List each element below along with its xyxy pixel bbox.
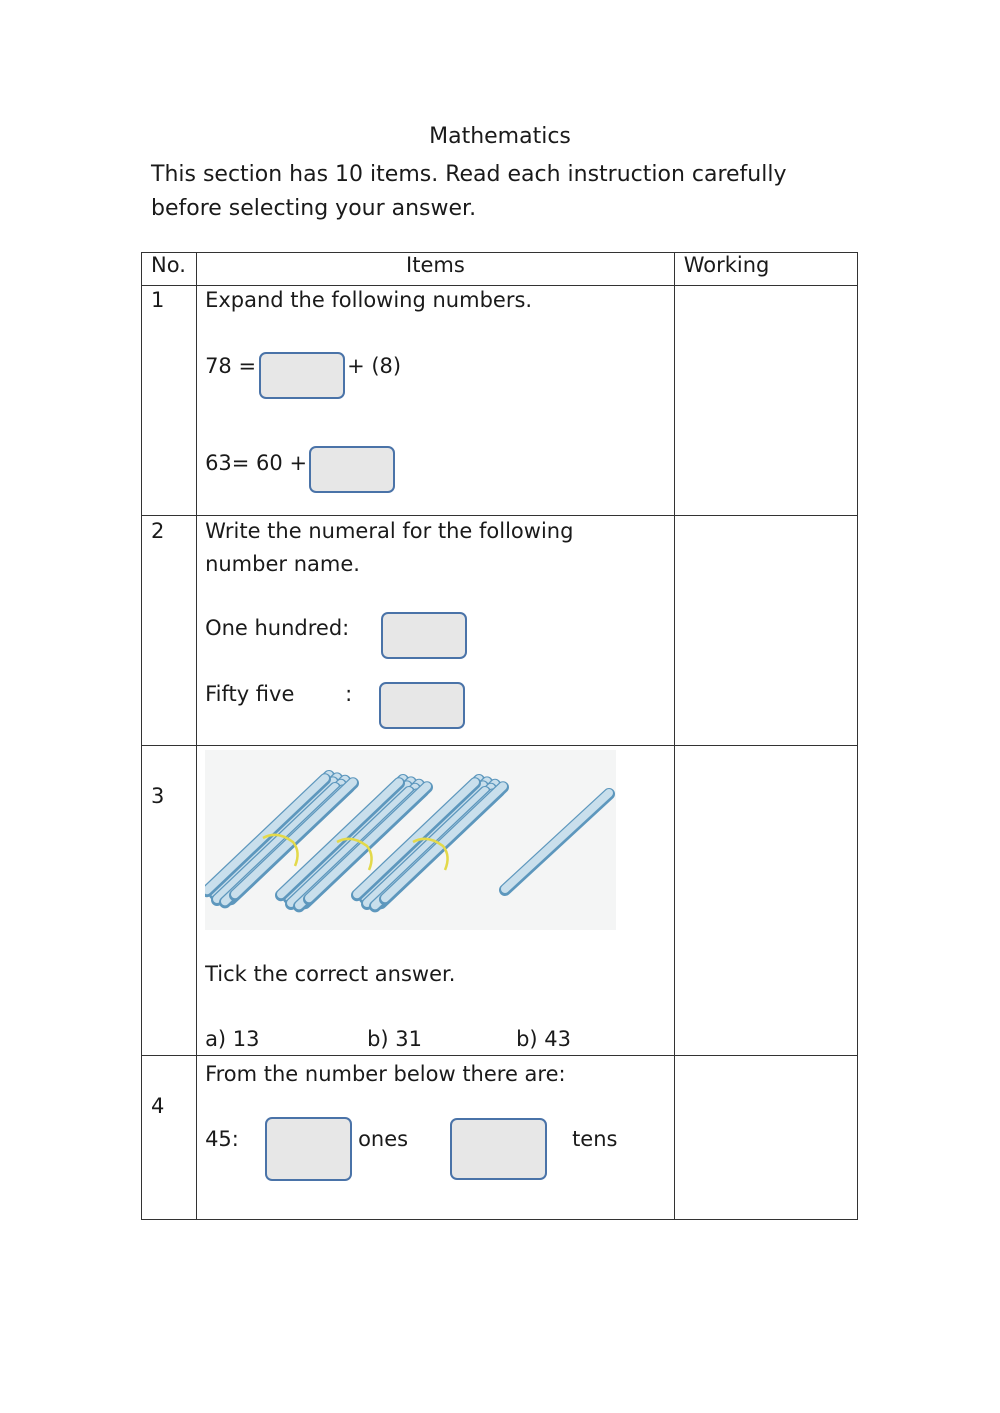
answer-box-one-hundred[interactable] <box>381 612 467 659</box>
row-number-cell <box>142 286 197 516</box>
answer-box-tens[interactable] <box>259 352 345 399</box>
question-prompt: Tick the correct answer. <box>205 962 456 986</box>
question-prompt: Write the numeral for the following <box>205 519 574 543</box>
answer-option-c[interactable]: b) 43 <box>516 1027 571 1051</box>
equation-right: + (8) <box>347 354 402 378</box>
answer-box-ones[interactable] <box>309 446 395 493</box>
table-row <box>142 746 858 1056</box>
answer-option-a[interactable]: a) 13 <box>205 1027 260 1051</box>
column-header-working: Working <box>674 253 857 286</box>
row-number-cell <box>142 746 197 1056</box>
item-cell <box>197 286 675 516</box>
number-name-label: One hundred: <box>205 616 350 640</box>
equation-left: 63= 60 + <box>205 451 308 475</box>
ones-label: ones <box>358 1127 409 1151</box>
question-prompt: Expand the following numbers. <box>205 288 533 312</box>
column-header-no: No. <box>142 253 197 286</box>
row-number-cell <box>142 1056 197 1220</box>
question-prompt: number name. <box>205 552 360 576</box>
bundles-of-sticks-image <box>205 750 616 930</box>
answer-box-fifty-five[interactable] <box>379 682 465 729</box>
page-title: Mathematics <box>429 124 571 149</box>
working-cell[interactable] <box>674 1056 857 1220</box>
row-number: 2 <box>151 519 165 543</box>
table-row <box>142 1056 858 1220</box>
answer-box-ones-count[interactable] <box>265 1117 352 1181</box>
question-prompt: From the number below there are: <box>205 1062 566 1086</box>
row-number: 1 <box>151 288 165 312</box>
working-cell[interactable] <box>674 286 857 516</box>
item-cell <box>197 1056 675 1220</box>
item-cell <box>197 516 675 746</box>
working-cell[interactable] <box>674 516 857 746</box>
tens-label: tens <box>572 1127 618 1151</box>
row-number-cell <box>142 516 197 746</box>
question-table <box>141 252 858 1220</box>
section-instructions: This section has 10 items. Read each instruction carefully before selecting your answer. <box>151 162 787 221</box>
answer-box-tens-count[interactable] <box>450 1118 547 1180</box>
column-header-items: Items <box>197 253 675 286</box>
equation-left: 78 = <box>205 354 257 378</box>
table-row <box>142 516 858 746</box>
table-row <box>142 286 858 516</box>
working-cell[interactable] <box>674 746 857 1056</box>
number-label: 45: <box>205 1127 239 1151</box>
label-colon: : <box>345 682 353 706</box>
row-number: 3 <box>151 784 165 808</box>
row-number: 4 <box>151 1094 165 1118</box>
table-header-row <box>142 253 858 286</box>
item-cell <box>197 746 675 1056</box>
answer-option-b[interactable]: b) 31 <box>367 1027 422 1051</box>
number-name-label: Fifty five <box>205 682 295 706</box>
